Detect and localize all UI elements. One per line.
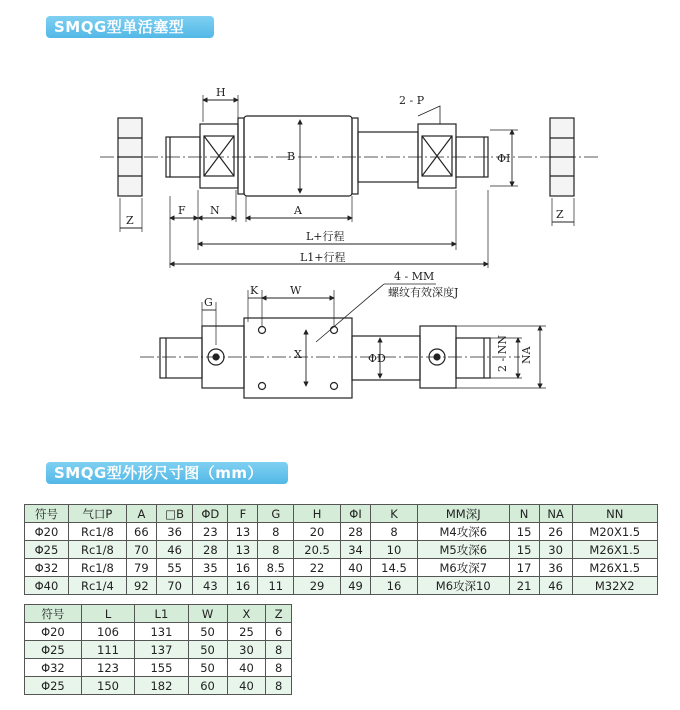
table-cell: 36	[156, 523, 192, 541]
label-port: 2 - P	[399, 94, 425, 107]
column-header: K	[371, 505, 418, 523]
column-header: W	[188, 605, 227, 623]
table-cell: 43	[193, 577, 228, 595]
column-header: 符号	[25, 605, 82, 623]
column-header: L	[81, 605, 134, 623]
table-cell: Φ40	[25, 577, 69, 595]
table-row	[25, 677, 292, 695]
label-B: B	[287, 150, 296, 163]
table-cell: 8	[258, 523, 294, 541]
table-cell: 20	[294, 523, 341, 541]
table-cell: 15	[509, 523, 539, 541]
table-cell: 10	[371, 541, 418, 559]
table-cell: 34	[340, 541, 370, 559]
dimension-table-1	[24, 504, 658, 595]
table-cell: 8	[266, 677, 292, 695]
table-row	[25, 559, 658, 577]
bottom-rod	[352, 336, 420, 380]
table-cell: 15	[509, 541, 539, 559]
table-cell: M4攻深6	[417, 523, 509, 541]
main-title: SMQG型单活塞型	[46, 16, 214, 38]
column-header: 符号	[25, 505, 69, 523]
label-H: H	[216, 86, 226, 99]
table-row	[25, 623, 292, 641]
table-row	[25, 541, 658, 559]
table-cell: 26	[539, 523, 572, 541]
table-cell: 13	[228, 541, 258, 559]
table-cell: 106	[81, 623, 134, 641]
table-cell: Φ25	[25, 541, 69, 559]
label-phiD: ΦD	[368, 352, 386, 365]
table-cell: 8	[266, 641, 292, 659]
dimensions-title: SMQG型外形尺寸图（mm）	[46, 462, 288, 484]
table-cell: 182	[135, 677, 188, 695]
table-cell: 46	[156, 541, 192, 559]
label-MM: 4 - MM	[394, 270, 435, 283]
column-header: L1	[135, 605, 188, 623]
table-row	[25, 641, 292, 659]
table-cell: 16	[371, 577, 418, 595]
table-cell: 30	[539, 541, 572, 559]
column-header: 气口P	[68, 505, 126, 523]
table-cell: M5攻深6	[417, 541, 509, 559]
label-thread-depth: 螺纹有效深度J	[388, 286, 459, 299]
table-cell: 29	[294, 577, 341, 595]
table-cell: Rc1/8	[68, 523, 126, 541]
table-cell: 8	[371, 523, 418, 541]
table-cell: 36	[539, 559, 572, 577]
label-A: A	[294, 204, 302, 217]
table-cell: M26X1.5	[572, 541, 657, 559]
table-cell: 50	[188, 659, 227, 677]
column-header: MM深J	[417, 505, 509, 523]
column-header: F	[228, 505, 258, 523]
column-header: N	[509, 505, 539, 523]
label-F: F	[178, 204, 186, 217]
table-cell: 155	[135, 659, 188, 677]
label-N: N	[210, 204, 220, 217]
label-Z-right: Z	[556, 208, 564, 221]
label-K: K	[250, 284, 259, 297]
table-cell: Rc1/8	[68, 541, 126, 559]
table-cell: 40	[227, 677, 266, 695]
table-cell: 131	[135, 623, 188, 641]
table-cell: 17	[509, 559, 539, 577]
table-cell: 55	[156, 559, 192, 577]
table-header-row	[25, 505, 658, 523]
column-header: X	[227, 605, 266, 623]
table-cell: Rc1/8	[68, 559, 126, 577]
table-cell: Φ32	[25, 559, 69, 577]
table-cell: M6攻深10	[417, 577, 509, 595]
table-row	[25, 577, 658, 595]
table-cell: 111	[81, 641, 134, 659]
table-cell: 11	[258, 577, 294, 595]
table-cell: 70	[126, 541, 156, 559]
table-row	[25, 659, 292, 677]
table-cell: 16	[228, 559, 258, 577]
column-header: ΦI	[340, 505, 370, 523]
table-cell: Φ32	[25, 659, 82, 677]
table-cell: 92	[126, 577, 156, 595]
table-cell: 66	[126, 523, 156, 541]
column-header: A	[126, 505, 156, 523]
table-cell: 14.5	[371, 559, 418, 577]
table-cell: 22	[294, 559, 341, 577]
table-cell: 123	[81, 659, 134, 677]
table-cell: Rc1/4	[68, 577, 126, 595]
table-cell: 28	[193, 541, 228, 559]
column-header: G	[258, 505, 294, 523]
table-cell: 50	[188, 641, 227, 659]
table-cell: 8	[266, 659, 292, 677]
table-cell: 25	[227, 623, 266, 641]
table-cell: Φ25	[25, 641, 82, 659]
table-cell: M20X1.5	[572, 523, 657, 541]
table-cell: 49	[340, 577, 370, 595]
table-row	[25, 523, 658, 541]
table-cell: Φ20	[25, 623, 82, 641]
label-phiI: ΦI	[497, 152, 511, 165]
label-X: X	[294, 348, 302, 361]
table-cell: 137	[135, 641, 188, 659]
table-cell: 40	[340, 559, 370, 577]
column-header: Z	[266, 605, 292, 623]
table-cell: 30	[227, 641, 266, 659]
column-header: NA	[539, 505, 572, 523]
label-L1-stroke: L1+行程	[300, 251, 346, 264]
column-header: H	[294, 505, 341, 523]
label-NN: 2 - NN	[496, 335, 509, 372]
column-header: ΦD	[193, 505, 228, 523]
bottom-right-thread	[456, 338, 490, 378]
table-cell: 28	[340, 523, 370, 541]
table-cell: 50	[188, 623, 227, 641]
label-NA: NA	[520, 346, 533, 364]
table-cell: 23	[193, 523, 228, 541]
label-Z-left: Z	[126, 214, 134, 227]
dimension-table-2	[24, 604, 292, 695]
table-cell: M26X1.5	[572, 559, 657, 577]
label-L-stroke: L+行程	[306, 230, 345, 243]
table-cell: 13	[228, 523, 258, 541]
table-cell: M32X2	[572, 577, 657, 595]
table-cell: 60	[188, 677, 227, 695]
table-cell: 150	[81, 677, 134, 695]
table-header-row	[25, 605, 292, 623]
column-header: NN	[572, 505, 657, 523]
column-header: □B	[156, 505, 192, 523]
table-cell: 35	[193, 559, 228, 577]
table-cell: Φ20	[25, 523, 69, 541]
technical-drawing	[0, 40, 680, 460]
table-cell: 70	[156, 577, 192, 595]
table-cell: 20.5	[294, 541, 341, 559]
label-W: W	[290, 284, 302, 297]
table-cell: 16	[228, 577, 258, 595]
table-cell: M6攻深7	[417, 559, 509, 577]
table-cell: Φ25	[25, 677, 82, 695]
table-cell: 8	[258, 541, 294, 559]
table-cell: 21	[509, 577, 539, 595]
table-cell: 8.5	[258, 559, 294, 577]
table-cell: 6	[266, 623, 292, 641]
cylinder-body	[244, 116, 352, 196]
table-cell: 46	[539, 577, 572, 595]
label-G: G	[204, 296, 213, 309]
table-cell: 79	[126, 559, 156, 577]
table-cell: 40	[227, 659, 266, 677]
